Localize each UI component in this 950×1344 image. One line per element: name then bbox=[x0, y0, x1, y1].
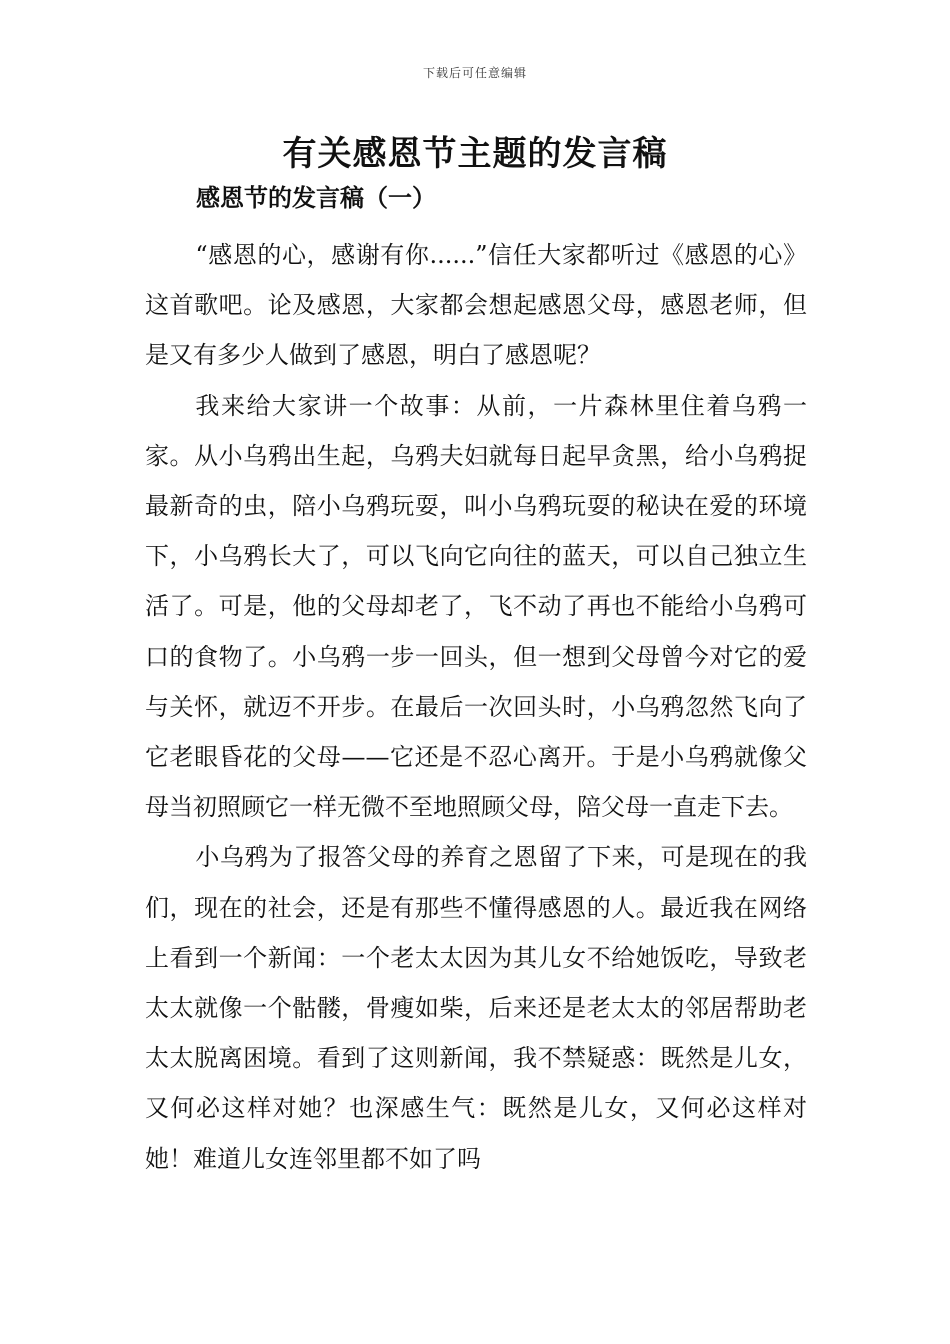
document-body bbox=[145, 230, 807, 1184]
paragraph-3: 小乌鸦为了报答父母的养育之恩留了下来，可是现在的我们，现在的社会，还是有那些不懂得感恩的人。最近我在网络上看到一个新闻：一个老太太因为其儿女不给她饭吃，导致老太太就像一个骷髅，骨瘦如柴，后来还是老太太的邻居帮助老太太脱离困境。看到了这则新闻，我不禁疑惑：既然是儿女，又何必这样对她？也深感生气：既然是儿女，又何必这样对她！难道儿女连邻里都不如了吗 bbox=[145, 843, 807, 1173]
header-note: 下载后可任意编辑 bbox=[422, 66, 527, 80]
paragraph-1: “感恩的心，感谢有你......”信任大家都听过《感恩的心》这首歌吧。论及感恩，大家都会想起感恩父母，感恩老师，但是又有多少人做到了感恩，明白了感恩呢？ bbox=[145, 241, 807, 370]
document-title: 有关感恩节主题的发言稿 bbox=[282, 134, 668, 174]
section-heading: 感恩节的发言稿（一） bbox=[196, 183, 436, 212]
paragraph-2: 我来给大家讲一个故事：从前，一片森林里住着乌鸦一家。从小乌鸦出生起，乌鸦夫妇就每日起早贪黑，给小乌鸦捉最新奇的虫，陪小乌鸦玩耍，叫小乌鸦玩耍的秘诀在爱的环境下，小乌鸦长大了，可以飞向它向往的蓝天，可以自己独立生活了。可是，他的父母却老了，飞不动了再也不能给小乌鸦可口的食物了。小乌鸦一步一回头，但一想到父母曾今对它的爱与关怀，就迈不开步。在最后一次回头时，小乌鸦忽然飞向了它老眼昏花的父母——它还是不忍心离开。于是小乌鸦就像父母当初照顾它一样无微不至地照顾父母，陪父母一直走下去。 bbox=[145, 391, 807, 822]
